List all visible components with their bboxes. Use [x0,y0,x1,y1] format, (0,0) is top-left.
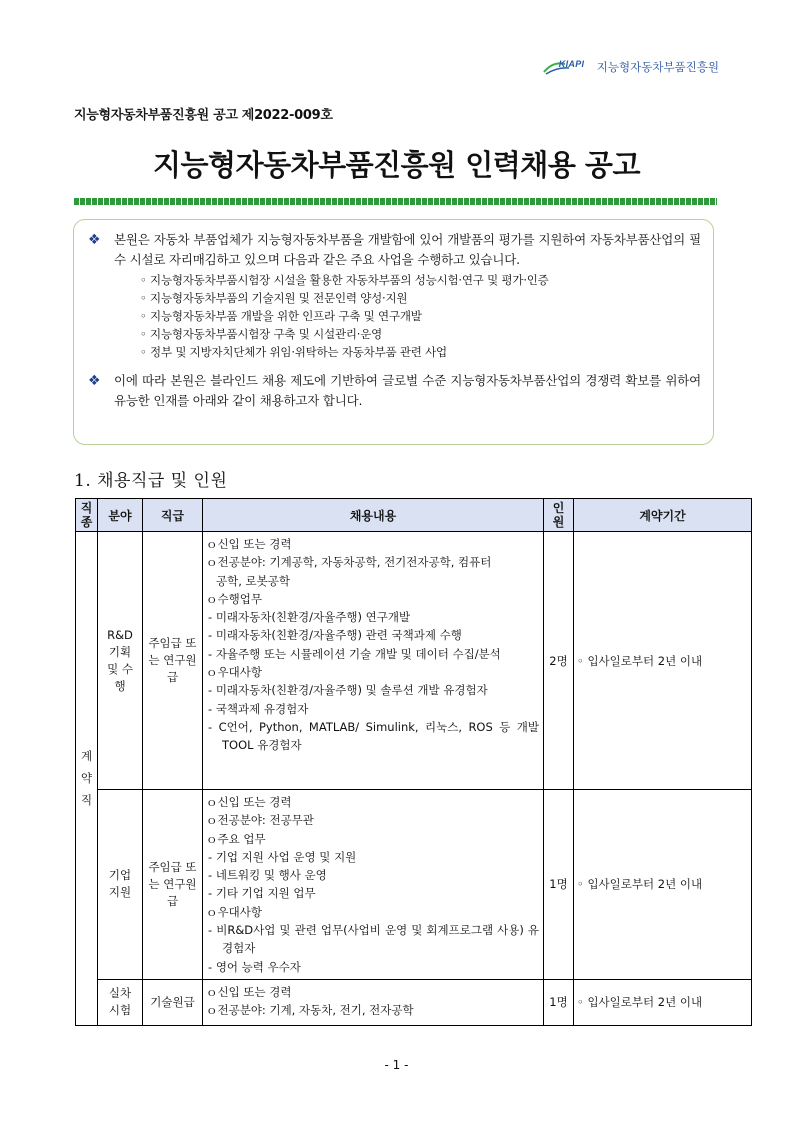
content-line: ｏ 우대사항 [206,903,539,921]
content-line: - 국책과제 유경험자 [206,700,539,718]
content-line: - 미래자동차(친환경/자율주행) 관련 국책과제 수행 [206,626,539,644]
cell-period: ◦ 입사일로부터 2년 이내 [574,790,752,980]
table-header-row [76,499,752,532]
content-line: - 기타 기업 지원 업무 [206,884,539,902]
cell-field: 실차 시험 [98,979,143,1025]
content-line: ｏ 전공분야: 전공무관 [206,811,539,829]
content-line: 공학, 로봇공학 [216,573,290,588]
cell-period: ◦ 입사일로부터 2년 이내 [574,532,752,790]
header-job-type: 직종 [76,499,98,532]
content-line: ｏ 신입 또는 경력 [206,535,539,553]
header-content: 채용내용 [203,499,544,532]
cell-count: 1명 [544,979,574,1025]
logo-text: KIAPI [558,59,585,69]
content-line: ｏ 신입 또는 경력 [206,793,539,811]
page-number: - 1 - [384,1058,409,1072]
content-line: ｏ 주요 업무 [206,830,539,848]
logo-org-name: 지능형자동차부품진흥원 [596,60,719,74]
content-line: - 비R&D사업 및 관련 업무(사업비 운영 및 회계프로그램 사용) 유경험자 [206,921,539,958]
business-item: ◦ 지능형자동차부품 개발을 위한 인프라 구축 및 연구개발 [140,307,701,325]
content-line: - 네트워킹 및 행사 운영 [206,866,539,884]
content-line: - 기업 지원 사업 운영 및 지원 [206,848,539,866]
intro-paragraph-2 [88,371,701,411]
content-line: - 영어 능력 우수자 [206,958,539,976]
cell-grade: 주임급 또는 연구원급 [143,790,203,980]
intro-paragraph-text: 이에 따라 본원은 블라인드 채용 제도에 기반하여 글로벌 수준 지능형자동차부품산업의 경쟁력 확보를 위하여 유능한 인재를 아래와 같이 채용하고자 합니다. [114,373,701,408]
intro-paragraph-1 [88,230,701,361]
content-line: - 미래자동차(친환경/자율주행) 연구개발 [206,608,539,626]
header-count: 인원 [544,499,574,532]
cell-period: ◦ 입사일로부터 2년 이내 [574,979,752,1025]
cell-content [203,532,544,790]
content-line: ｏ 수행업무 [206,590,539,608]
table-row [76,979,752,1025]
content-line: ｏ 우대사항 [206,663,539,681]
content-line: - C언어, Python, MATLAB/ Simulink, 리눅스, ROS 등 개발 TOOL 유경험자 [206,718,539,755]
content-line: - 미래자동차(친환경/자율주행) 및 솔루션 개발 유경험자 [206,681,539,699]
business-list [114,271,701,361]
cell-job-type: 계약직 [76,532,98,1026]
business-item: ◦ 지능형자동차부품시험장 구축 및 시설관리·운영 [140,325,701,343]
cell-count: 1명 [544,790,574,980]
business-item: ◦ 지능형자동차부품의 기술지원 및 전문인력 양성·지원 [140,289,701,307]
kiapi-logo-icon [543,58,593,76]
table-row [76,532,752,790]
intro-paragraph-text: 본원은 자동차 부품업체가 지능형자동차부품을 개발함에 있어 개발품의 평가를 지원하여 자동차부품산업의 필수 시설로 자리매김하고 있으며 다음과 같은 주요 사업을 수행하고 있습니다. [114,232,701,267]
cell-grade: 주임급 또는 연구원급 [143,532,203,790]
table-row [76,790,752,980]
recruitment-table [75,498,752,1026]
title-divider [74,198,717,205]
header-period: 계약기간 [574,499,752,532]
cell-field: 기업 지원 [98,790,143,980]
cell-content [203,790,544,980]
header-field: 분야 [98,499,143,532]
content-line: ｏ 전공분야: 기계공학, 자동차공학, 전기전자공학, 컴퓨터 [206,553,539,571]
intro-box [73,219,714,445]
page-title: 지능형자동차부품진흥원 인력채용 공고 [153,148,640,182]
cell-content [203,979,544,1025]
header-grade: 직급 [143,499,203,532]
cell-grade: 기술원급 [143,979,203,1025]
diamond-bullet-icon: ❖ [88,373,101,389]
cell-count: 2명 [544,532,574,790]
section-title: 1. 채용직급 및 인원 [74,471,228,491]
notice-number: 지능형자동차부품진흥원 공고 제2022-009호 [74,108,333,123]
cell-field: R&D 기획 및 수행 [98,532,143,790]
content-line: - 자율주행 또는 시뮬레이션 기술 개발 및 데이터 수집/분석 [206,645,539,663]
org-logo [543,58,719,76]
diamond-bullet-icon: ❖ [88,232,101,248]
business-item: ◦ 지능형자동차부품시험장 시설을 활용한 자동차부품의 성능시험·연구 및 평가·인증 [140,271,701,289]
business-item: ◦ 정부 및 지방자치단체가 위임·위탁하는 자동차부품 관련 사업 [140,343,701,361]
content-line: ｏ 전공분야: 기계, 자동차, 전기, 전자공학 [206,1001,539,1019]
content-line: ｏ 신입 또는 경력 [206,983,539,1001]
